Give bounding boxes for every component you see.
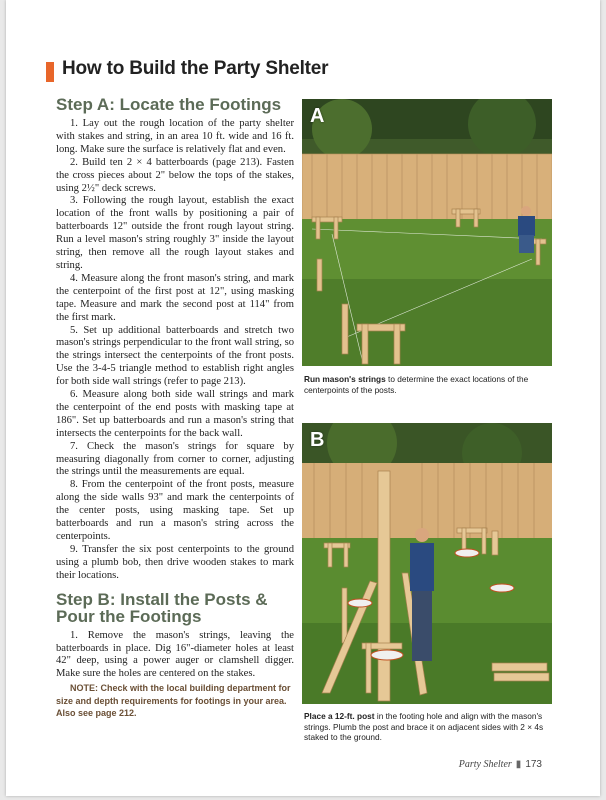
page-footer [459, 759, 542, 770]
photo-b-illustration [302, 423, 552, 704]
step-a-paragraph-9: 9. Transfer the six post centerpoints to the ground using a plumb bob, then drive wooden stakes to mark their locations. [56, 543, 294, 581]
step-a-paragraph-2: 2. Build ten 2 × 4 batterboards (page 213). Fasten the cross pieces about 2" below the tops of the stakes, using 2½" deck screws. [56, 156, 294, 194]
photo-b-caption-text: in the footing hole and align with the mason's strings. Plumb the post and brace it on adjacent sides with 2 × 4s staked to the ground. [304, 711, 544, 743]
photo-b-caption-lead: Place a 12-ft. post [304, 711, 375, 721]
step-b-note: NOTE: Check with the local building department for size and depth requirements for footings in your area. Also see page 212. [56, 683, 291, 719]
title-accent-bar [46, 62, 54, 82]
photo-a-layout-strings [302, 99, 552, 366]
photo-a-label: A [310, 105, 325, 127]
step-a-paragraph-7: 7. Check the mason's strings for square by measuring diagonally from corner to corner, adjusting the strings until the measurements are equal. [56, 440, 294, 478]
instructions-column [56, 96, 294, 720]
worker-figure-b [410, 528, 434, 661]
step-b-heading: Step B: Install the Posts & Pour the Footings [56, 589, 268, 626]
photo-b-post-install [302, 423, 552, 704]
photo-a-illustration [302, 99, 552, 366]
book-page [6, 0, 600, 796]
step-a-paragraph-1: 1. Lay out the rough location of the party shelter with stakes and string, in an area 10 ft. wide and 16 ft. long. Make sure the surface is relatively flat and even. [56, 118, 294, 155]
step-a-heading: Step A: Locate the Footings [56, 95, 282, 114]
step-a-paragraph-5: 5. Set up additional batterboards and stretch two mason's strings perpendicular to the front wall string, so the strings intersect the centerpoints of the front posts. Use the 3-4-5 triangle method to establish right angles for both side wall strings (refer to page 213). [56, 324, 294, 388]
page-number: 173 [525, 759, 542, 770]
photo-a-caption [304, 374, 552, 395]
page-title: How to Build the Party Shelter [62, 58, 329, 79]
footer-separator: ▮ [515, 759, 522, 770]
step-a-paragraph-3: 3. Following the rough layout, establish the exact location of the front walls by positioning a pair of batterboards 12" outside the front rough layout string. Run a level mason's string roughly 3" inside the layout string, then remove all the rough layout stakes and string. [56, 195, 294, 271]
footer-section: Party Shelter [458, 759, 512, 770]
step-a-paragraph-6: 6. Measure along both side wall strings and mark the centerpoint of the end posts with masking tape at 186". Set up batterboards and run a mason's string that intersects the centerpoints for the back wall. [56, 389, 294, 439]
photo-a-caption-text: to determine the exact locations of the centerpoints of the posts. [304, 374, 529, 395]
step-b-paragraph-1: 1. Remove the mason's strings, leaving the batterboards in place. Dig 16"-diameter holes at least 42" deep, using a power auger or clamshell digger. Make sure the holes are centered on the stakes. [56, 629, 294, 680]
photo-b-caption [304, 711, 552, 743]
photo-b-label: B [310, 429, 325, 451]
step-a-paragraph-8: 8. From the centerpoint of the front posts, measure along the side walls 93" and mark the centerpoints of the center posts, using masking tape. Set up batterboards and run a mason's string across the centerpoints. [56, 479, 294, 542]
photo-a-caption-lead: Run mason's strings [304, 374, 386, 384]
step-a-paragraph-4: 4. Measure along the front mason's string, and mark the centerpoint of the first post at 12", using masking tape. Measure and mark the second post at 114" from the first mark. [56, 272, 294, 323]
